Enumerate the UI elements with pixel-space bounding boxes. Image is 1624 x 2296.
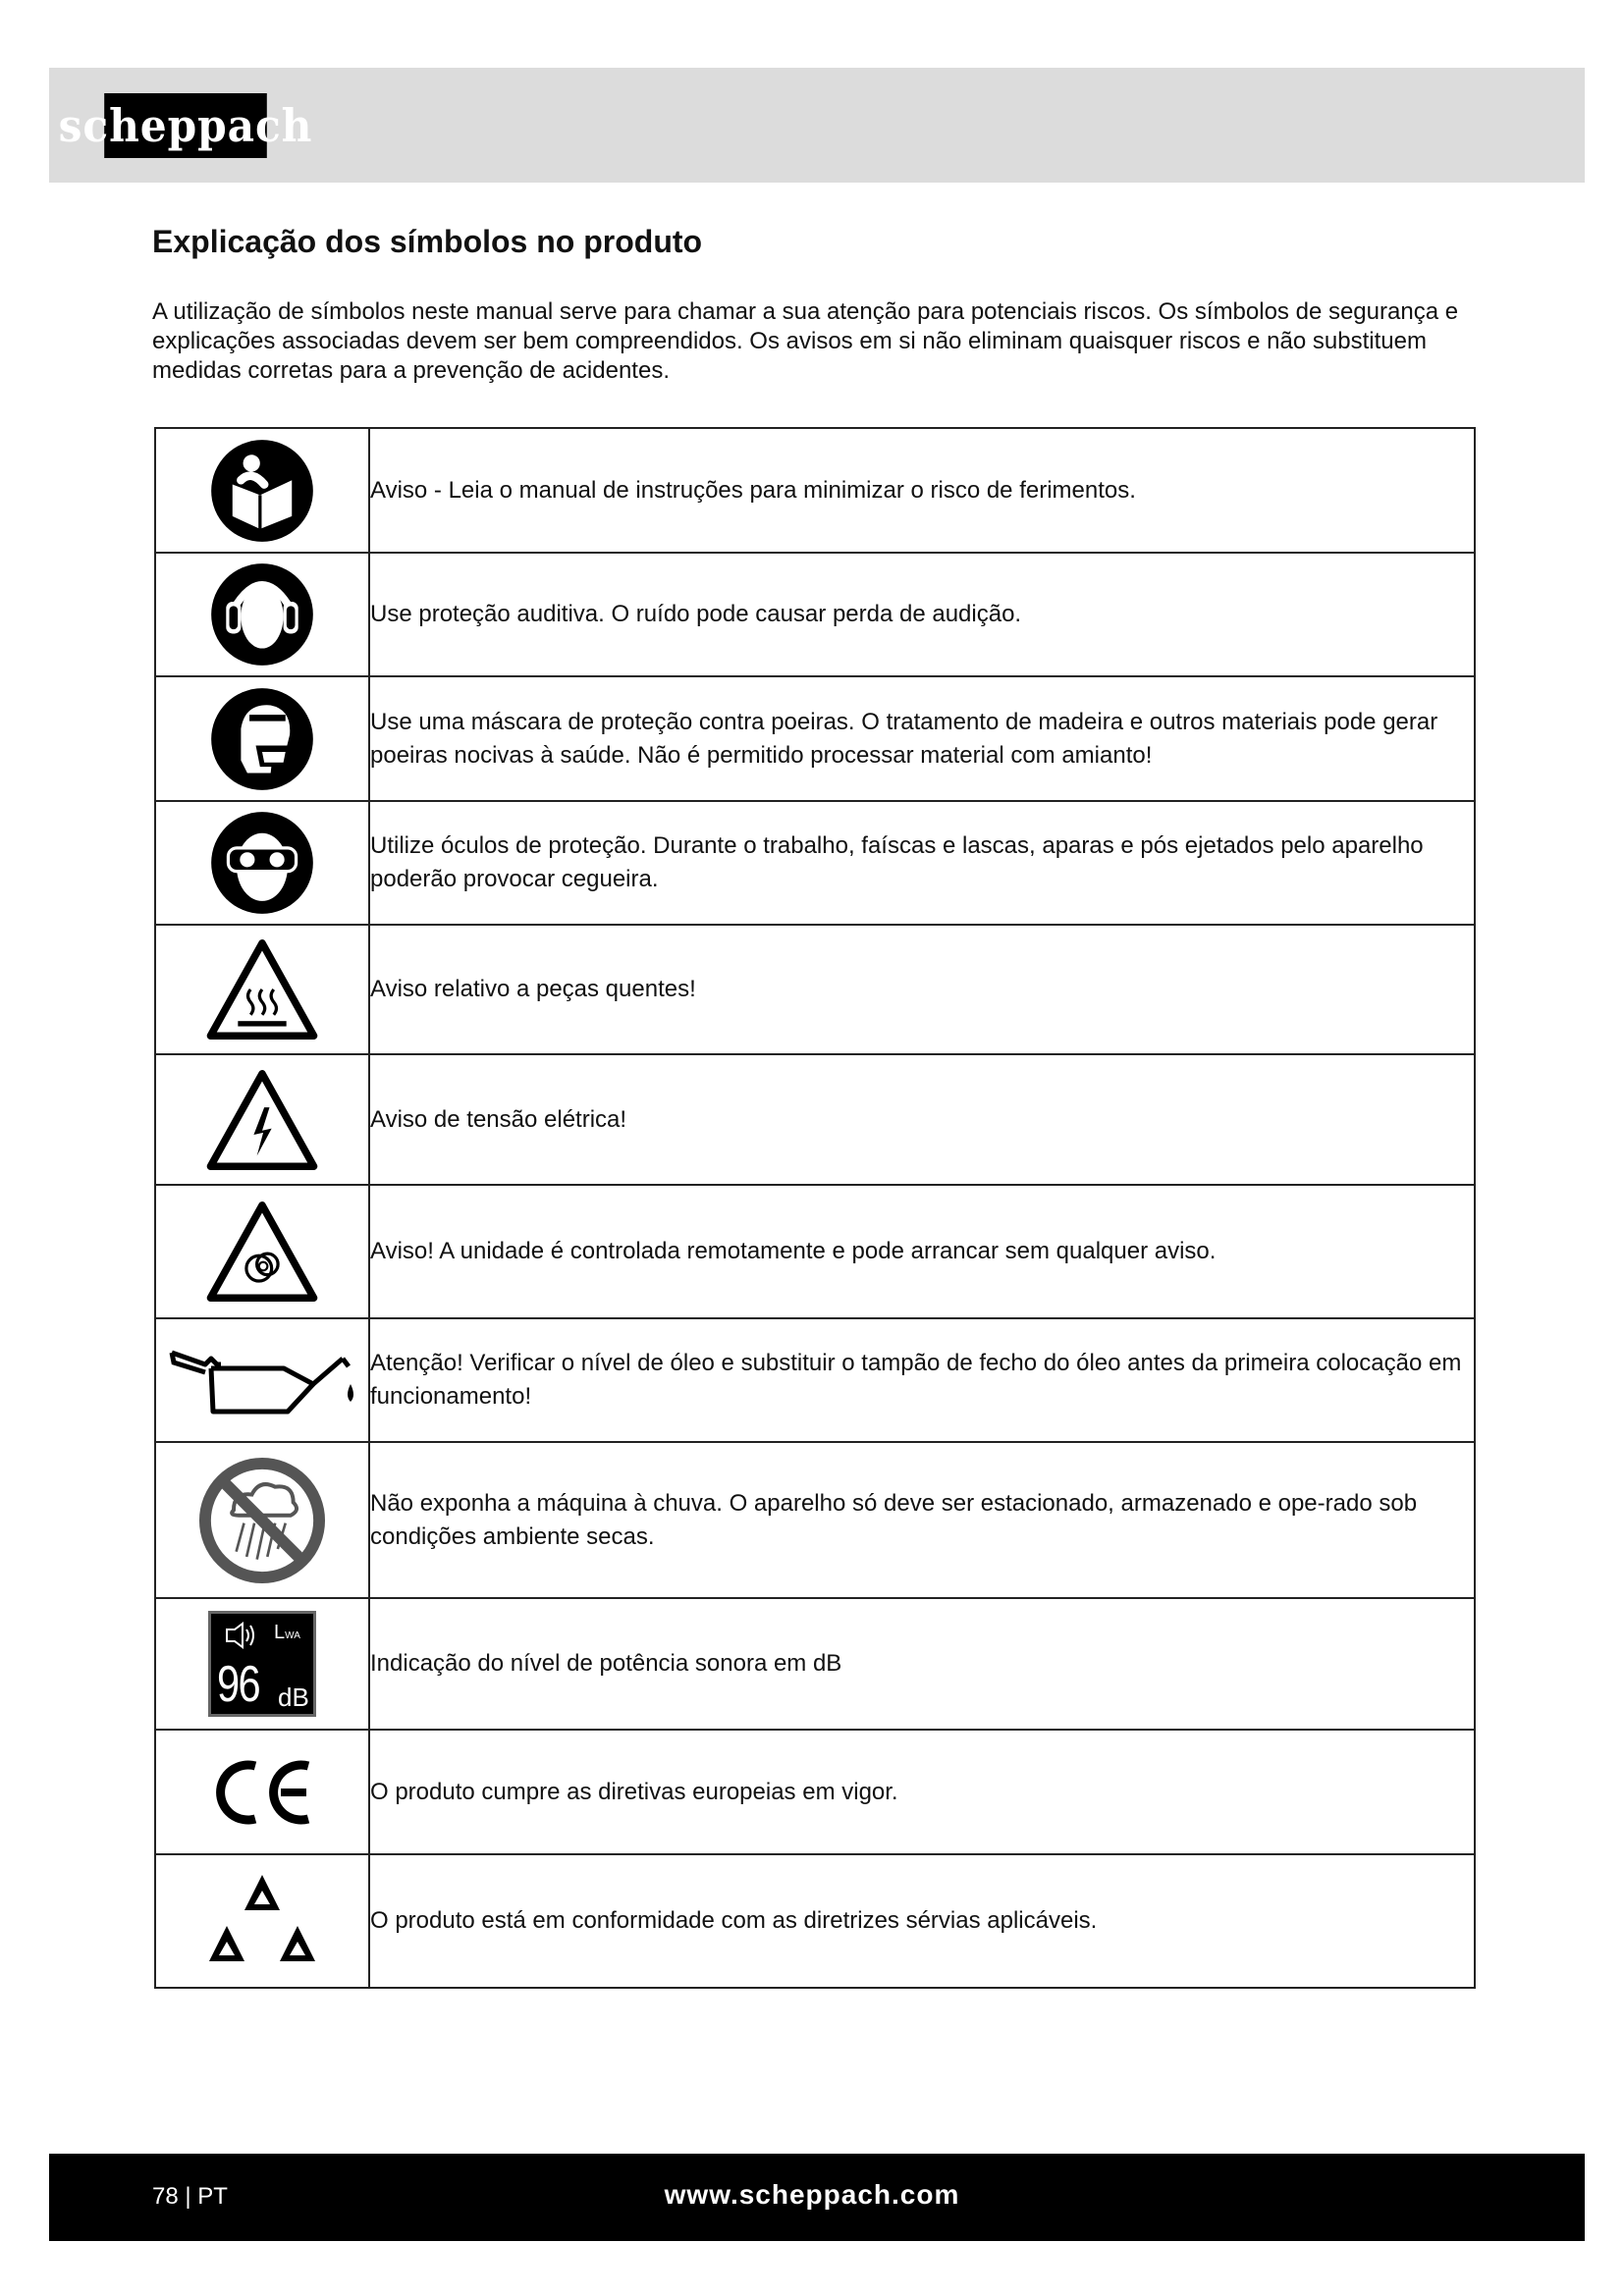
- symbol-description: Aviso de tensão elétrica!: [369, 1054, 1475, 1185]
- symbol-row: [155, 1318, 1475, 1442]
- page-title: Explicação dos símbolos no produto: [152, 224, 703, 259]
- symbol-description: Utilize óculos de proteção. Durante o trabalho, faíscas e lascas, aparas e pós ejetados pelo aparelho poderão provocar cegueira.: [369, 801, 1475, 925]
- symbol-description: Indicação do nível de potência sonora em dB: [369, 1598, 1475, 1730]
- symbol-description: Use uma máscara de proteção contra poeiras. O tratamento de madeira e outros materiais pode gerar poeiras nocivas à saúde. Não é permitido processar material com amianto!: [369, 676, 1475, 801]
- symbol-description: O produto cumpre as diretivas europeias em vigor.: [369, 1730, 1475, 1854]
- symbol-description: Aviso relativo a peças quentes!: [369, 925, 1475, 1054]
- symbol-description: O produto está em conformidade com as diretrizes sérvias aplicáveis.: [369, 1854, 1475, 1988]
- ce-mark-icon: [208, 1758, 316, 1827]
- symbol-row: [155, 553, 1475, 676]
- no-rain-icon: [197, 1456, 327, 1585]
- oil-can-icon: [166, 1341, 358, 1419]
- symbol-row: [155, 428, 1475, 553]
- symbol-row: [155, 1442, 1475, 1598]
- symbol-row: [155, 1854, 1475, 1988]
- safety-goggles-icon: [209, 810, 315, 916]
- intro-paragraph: A utilização de símbolos neste manual serve para chamar a sua atenção para potenciais riscos. Os símbolos de segurança e explicações associadas devem ser bem compreendidos. Os avisos em si não eliminam quaisquer riscos e não substituem medidas corretas para a prevenção de acidentes.: [152, 298, 1459, 384]
- symbol-description: Atenção! Verificar o nível de óleo e substituir o tampão de fecho do óleo antes da primeira colocação em funcionamento!: [369, 1318, 1475, 1442]
- speaker-icon: [223, 1620, 258, 1651]
- ear-protection-icon: [209, 561, 315, 667]
- symbol-description: Aviso - Leia o manual de instruções para minimizar o risco de ferimentos.: [369, 428, 1475, 553]
- symbol-row: [155, 925, 1475, 1054]
- scheppach-logo: scheppach: [104, 93, 267, 158]
- symbol-row: [155, 1185, 1475, 1318]
- symbol-row: [155, 1598, 1475, 1730]
- serbian-conformity-icon: [203, 1867, 321, 1975]
- hot-surface-icon: [204, 936, 320, 1042]
- symbol-row: [155, 1730, 1475, 1854]
- symbol-row: [155, 676, 1475, 801]
- remote-start-icon: [204, 1199, 320, 1305]
- symbol-row: [155, 801, 1475, 925]
- read-manual-icon: [209, 438, 315, 544]
- dust-mask-icon: [209, 686, 315, 792]
- symbols-table: [154, 427, 1476, 1989]
- page-number: 78 | PT: [152, 2183, 228, 2210]
- electric-voltage-icon: [204, 1067, 320, 1173]
- symbol-description: Aviso! A unidade é controlada remotamente e pode arrancar sem qualquer aviso.: [369, 1185, 1475, 1318]
- sound-power-level-icon: LWA 96 dB: [208, 1611, 316, 1717]
- symbol-description: Use proteção auditiva. O ruído pode causar perda de audição.: [369, 553, 1475, 676]
- symbol-description: Não exponha a máquina à chuva. O aparelho só deve ser estacionado, armazenado e ope-rado sob condições ambiente secas.: [369, 1442, 1475, 1598]
- symbol-row: [155, 1054, 1475, 1185]
- website-link[interactable]: www.scheppach.com: [664, 2179, 960, 2210]
